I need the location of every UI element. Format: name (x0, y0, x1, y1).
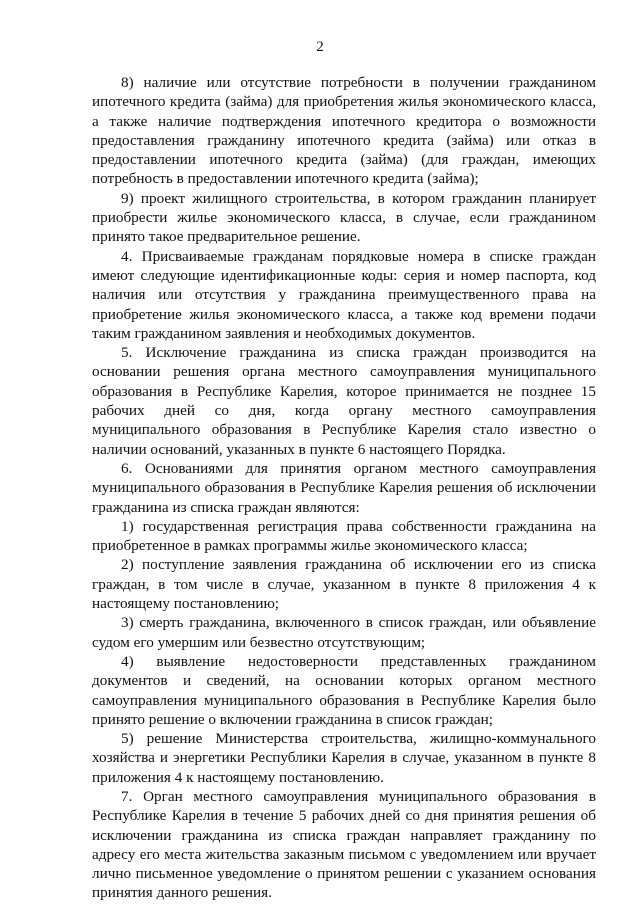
document-body (92, 73, 596, 903)
paragraph-item-9: 9) проект жилищного строительства, в котором гражданин планирует приобрести жилье экономического класса, в случае, если гражданином принято такое предварительное решение. (92, 189, 596, 246)
paragraph-ground-1: 1) государственная регистрация права собственности гражданина на приобретенное в рамках программы жилье экономического класса; (92, 517, 596, 555)
paragraph-ground-2: 2) поступление заявления гражданина об исключении его из списка граждан, в том числе в случае, указанном в пункте 8 приложения 4 к настоящему постановлению; (92, 556, 596, 613)
page-number: 2 (316, 39, 324, 55)
paragraph-ground-5: 5) решение Министерства строительства, жилищно-коммунального хозяйства и энергетики Республики Карелия в случае, указанном в пункте 8 приложения 4 к настоящему постановлению. (92, 730, 596, 786)
paragraph-section-5: 5. Исключение гражданина из списка граждан производится на основании решения органа местного самоуправления муниципального образования в Республике Карелия, которое принимается не позднее 15 рабочих дней со дня, когда органу местного самоуправления муниципального образования в Республике Карелия стало известно о наличии оснований, указанных в пункте 6 настоящего Порядка. (92, 344, 596, 458)
paragraph-ground-4: 4) выявление недостоверности представленных гражданином документов и сведений, на основании которых органом местного самоуправления муниципального образования в Республике Карелия было принято решение о включении гражданина в список граждан; (92, 652, 596, 728)
paragraph-ground-3: 3) смерть гражданина, включенного в список граждан, или объявление судом его умершим или безвестно отсутствующим; (92, 614, 596, 651)
paragraph-section-7: 7. Орган местного самоуправления муниципального образования в Республике Карелия в течение 5 рабочих дней со дня принятия решения об исключении гражданина из списка граждан направляет гражданину по адресу его места жительства заказным письмом с уведомлением или вручает лично письменное уведомление о принятом решении с указанием основания принятия данного решения. (92, 787, 596, 902)
paragraph-item-8: 8) наличие или отсутствие потребности в получении гражданином ипотечного кредита (займа) для приобретения жилья экономического класса, а также наличие подтверждения ипотечного кредитора о возможности предоставления гражданину ипотечного кредита (займа) или отказ в предоставлении ипотечного кредита (займа) (для граждан, имеющих потребность в предоставлении ипотечного кредита (займа); (92, 74, 596, 188)
paragraph-section-4: 4. Присваиваемые гражданам порядковые номера в списке граждан имеют следующие идентификационные коды: серия и номер паспорта, код наличия или отсутствия у гражданина преимущественного права на приобретение жилья экономического класса, а также код времени подачи таким гражданином заявления и необходимых документов. (92, 247, 596, 342)
paragraph-section-6: 6. Основаниями для принятия органом местного самоуправления муниципального образования в Республике Карелия решения об исключении гражданина из списка граждан являются: (92, 459, 596, 516)
